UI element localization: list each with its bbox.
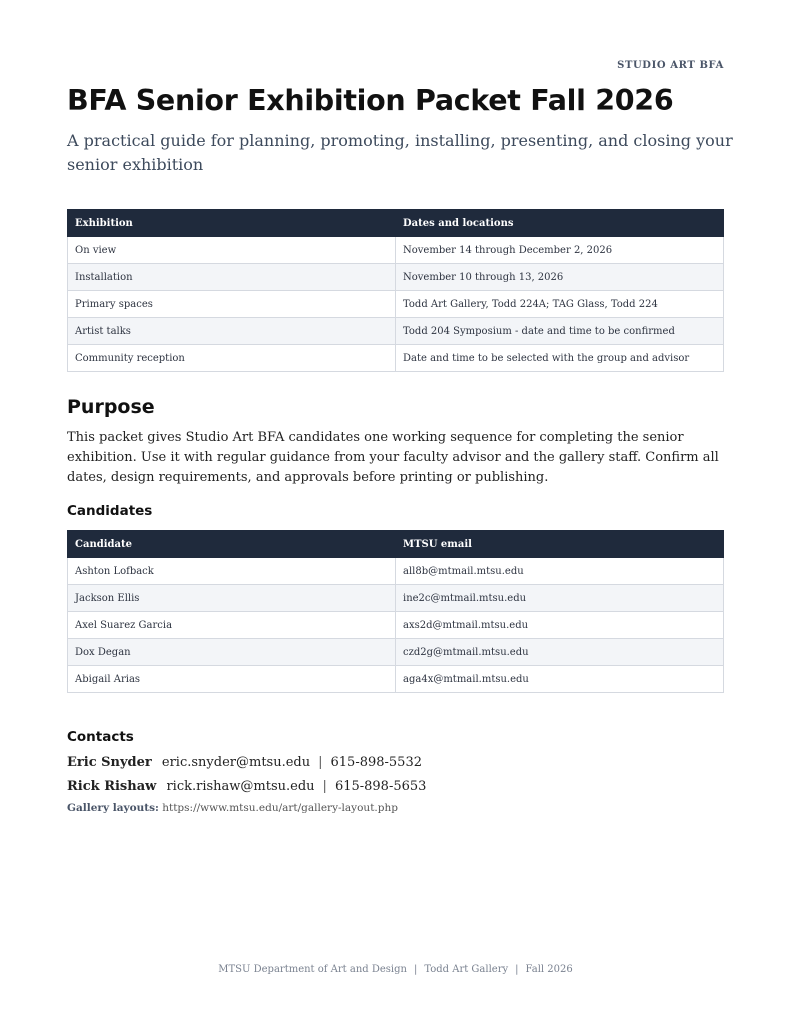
candidate-email: ine2c@mtmail.mtsu.edu <box>396 585 724 612</box>
candidate-name: Dox Degan <box>68 639 396 666</box>
gallery-layouts-line <box>67 802 398 814</box>
table-row <box>68 612 724 639</box>
column-header: Exhibition <box>68 210 396 237</box>
page-subtitle: A practical guide for planning, promoting, installing, presenting, and closing your senior exhibition <box>67 131 733 174</box>
exhibition-table <box>67 209 724 372</box>
table-row <box>68 237 724 264</box>
candidate-email: axs2d@mtmail.mtsu.edu <box>396 612 724 639</box>
table-cell: November 14 through December 2, 2026 <box>396 237 724 264</box>
candidate-email: all8b@mtmail.mtsu.edu <box>396 558 724 585</box>
table-cell: Todd Art Gallery, Todd 224A; TAG Glass, Todd 224 <box>396 291 724 318</box>
candidate-name: Jackson Ellis <box>68 585 396 612</box>
purpose-heading: Purpose <box>67 396 155 418</box>
candidates-heading: Candidates <box>67 503 153 519</box>
candidate-name: Ashton Lofback <box>68 558 396 585</box>
separator: | <box>318 755 323 770</box>
table-row <box>68 666 724 693</box>
gallery-layouts-label: Gallery layouts: <box>67 802 159 814</box>
purpose-text: This packet gives Studio Art BFA candidates one working sequence for completing the senior exhibition. Use it with regular guidance from your faculty advisor and the gallery staff. Confirm all dates, design requirements, and approvals before printing or publishing. <box>67 430 719 485</box>
table-row <box>68 558 724 585</box>
table-header-row <box>68 210 724 237</box>
table-cell: Primary spaces <box>68 291 396 318</box>
footer-gallery: Todd Art Gallery <box>424 964 509 975</box>
candidate-name: Axel Suarez Garcia <box>68 612 396 639</box>
footer-separator: | <box>413 964 418 975</box>
contact-name: Rick Rishaw <box>67 779 157 794</box>
table-row <box>68 318 724 345</box>
contact-phone[interactable]: 615-898-5532 <box>330 755 422 770</box>
contacts-heading: Contacts <box>67 729 134 745</box>
page-footer <box>0 964 791 975</box>
contact-email[interactable]: eric.snyder@mtsu.edu <box>161 755 311 770</box>
table-header-row <box>68 531 724 558</box>
eyebrow-label: STUDIO ART BFA <box>617 60 724 71</box>
table-cell: Community reception <box>68 345 396 372</box>
table-row <box>68 585 724 612</box>
footer-separator: | <box>515 964 519 975</box>
footer-term: Fall 2026 <box>525 964 573 975</box>
column-header: Dates and locations <box>396 210 724 237</box>
table-cell: November 10 through 13, 2026 <box>396 264 724 291</box>
contact-phone[interactable]: 615-898-5653 <box>334 779 427 794</box>
contact-entry <box>67 755 422 770</box>
table-row <box>68 345 724 372</box>
table-row <box>68 291 724 318</box>
footer-department: MTSU Department of Art and Design <box>218 964 407 975</box>
candidate-email: czd2g@mtmail.mtsu.edu <box>396 639 724 666</box>
candidate-name: Abigail Arias <box>68 666 396 693</box>
separator: | <box>322 779 327 794</box>
column-header: Candidate <box>68 531 396 558</box>
column-header: MTSU email <box>396 531 724 558</box>
table-cell: Installation <box>68 264 396 291</box>
table-cell: On view <box>68 237 396 264</box>
table-row <box>68 264 724 291</box>
contact-name: Eric Snyder <box>67 755 152 770</box>
table-cell: Date and time to be selected with the group and advisor <box>396 345 724 372</box>
candidate-email: aga4x@mtmail.mtsu.edu <box>396 666 724 693</box>
table-cell: Artist talks <box>68 318 396 345</box>
table-cell: Todd 204 Symposium - date and time to be confirmed <box>396 318 724 345</box>
page-title: BFA Senior Exhibition Packet Fall 2026 <box>67 84 674 117</box>
candidates-table <box>67 530 724 693</box>
table-row <box>68 639 724 666</box>
contact-entry <box>67 779 426 794</box>
contact-email[interactable]: rick.rishaw@mtsu.edu <box>166 779 315 794</box>
gallery-layouts-link[interactable]: https://www.mtsu.edu/art/gallery-layout.php <box>162 802 398 814</box>
